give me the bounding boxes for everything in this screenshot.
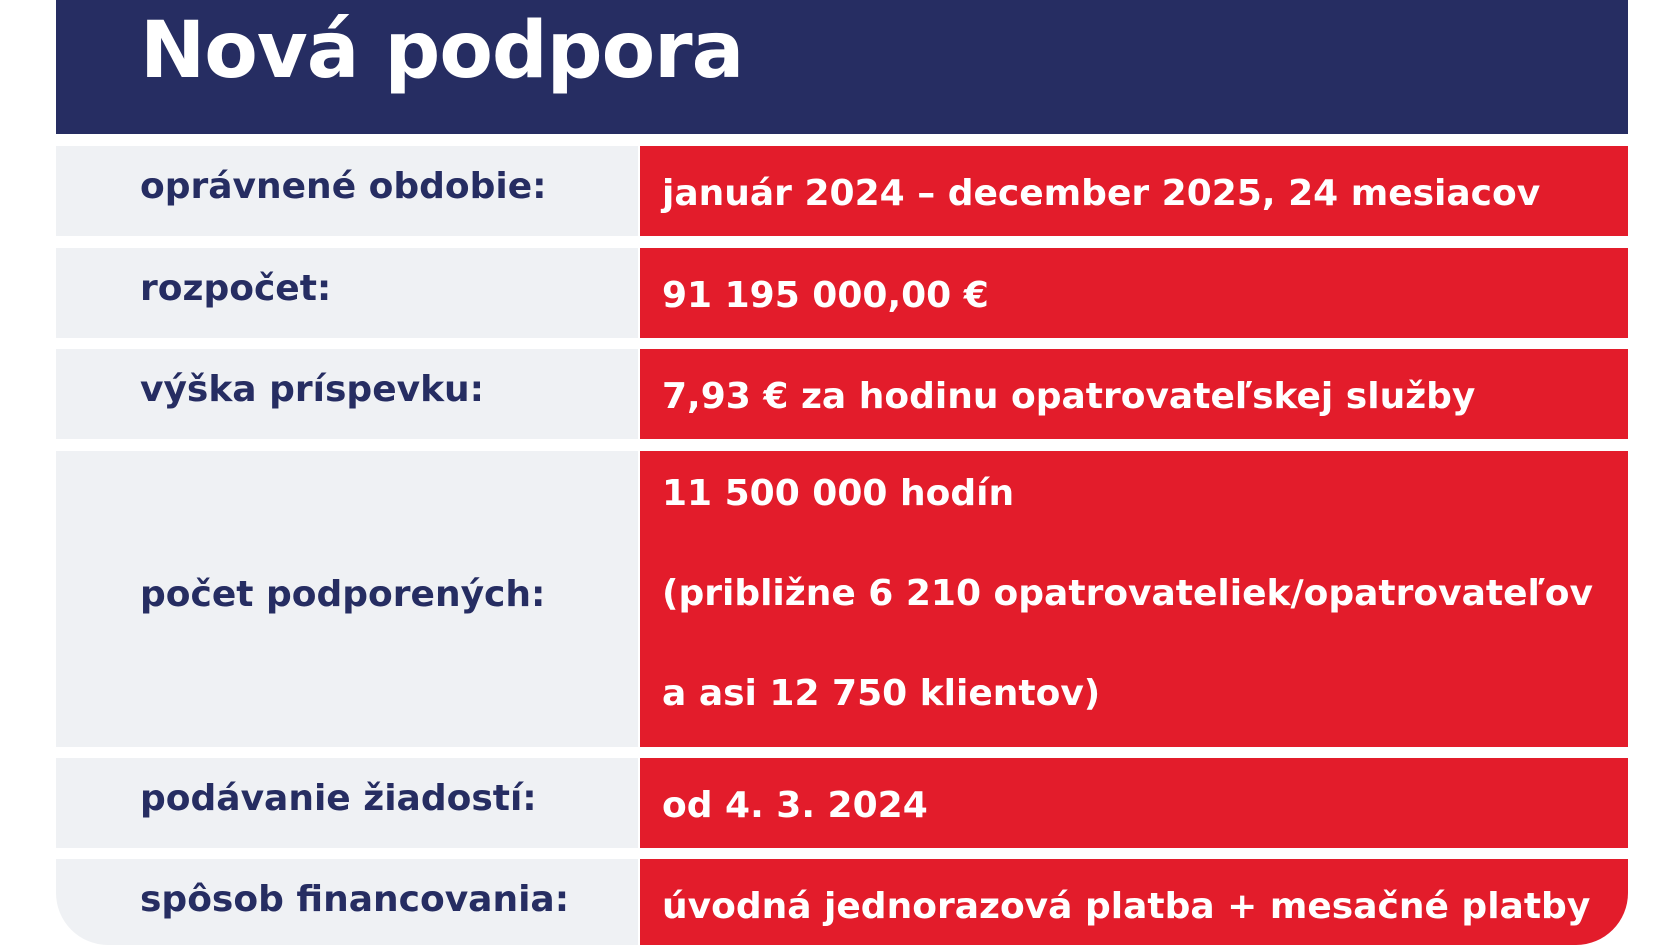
row-value-line-1: 11 500 000 hodín [662, 473, 1015, 514]
row-budget [56, 248, 1628, 338]
row-value-cell [640, 859, 1628, 945]
row-value: od 4. 3. 2024 [662, 784, 928, 826]
row-label-cell [56, 146, 638, 236]
row-value-cell [640, 349, 1628, 439]
row-value-cell [640, 758, 1628, 848]
row-label: podávanie žiadostí: [140, 777, 537, 819]
header-banner [56, 0, 1628, 134]
row-application-submission [56, 758, 1628, 848]
row-value: úvodná jednorazová platba + mesačné platby [662, 886, 1591, 927]
row-label: rozpočet: [140, 267, 332, 309]
row-supported-count [56, 451, 1628, 747]
row-value-line-3: a asi 12 750 klientov) [662, 673, 1101, 714]
row-label: počet podporených: [140, 573, 546, 615]
row-label: výška príspevku: [140, 368, 485, 410]
row-value: január 2024 – december 2025, 24 mesiacov [662, 172, 1541, 214]
row-label: oprávnené obdobie: [140, 165, 547, 207]
row-label-cell [56, 248, 638, 338]
row-eligible-period [56, 146, 1628, 236]
row-label-cell [56, 451, 638, 747]
page-title: Nová podpora [140, 6, 744, 96]
row-contribution-amount [56, 349, 1628, 439]
row-value-line-2: (približne 6 210 opatrovateliek/opatrovateľov [662, 573, 1593, 614]
row-value: 7,93 € za hodinu opatrovateľskej služby [662, 375, 1476, 417]
row-value-cell [640, 451, 1628, 747]
row-value: 91 195 000,00 € [662, 274, 989, 316]
support-info-card [56, 0, 1628, 945]
row-label: spôsob financovania: [140, 879, 570, 920]
row-value-cell [640, 146, 1628, 236]
row-label-cell [56, 349, 638, 439]
row-value-cell [640, 248, 1628, 338]
row-financing-method [56, 859, 1628, 945]
row-label-cell [56, 859, 638, 945]
row-label-cell [56, 758, 638, 848]
